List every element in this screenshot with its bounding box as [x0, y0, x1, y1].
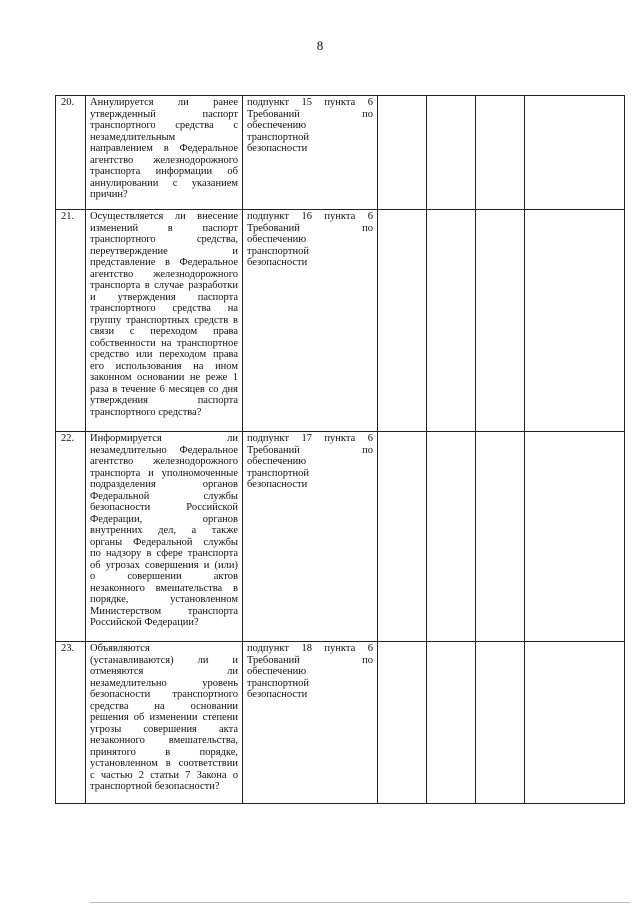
question-line: принятого в порядке,	[90, 746, 238, 758]
answer-yes-cell	[378, 642, 427, 804]
question-line: незаконного вмешательства,	[90, 735, 238, 746]
question-line: по надзору в сфере транспорта	[90, 548, 238, 559]
requirement-question	[86, 432, 243, 642]
answer-na-cell	[476, 210, 525, 432]
question-line: утвержденный паспорт	[90, 108, 238, 120]
question-line: направлением в Федеральное	[90, 143, 238, 154]
requirement-question	[86, 642, 243, 804]
question-line: утверждения паспорта	[90, 395, 238, 406]
question-line: агентство железнодорожного	[90, 456, 238, 467]
reference-line: подпункт 17 пункта 6	[247, 433, 373, 444]
question-line: незамедлительно уровень	[90, 677, 238, 689]
reference-line: Требований по	[247, 108, 373, 120]
answer-na-cell	[476, 642, 525, 804]
question-line: транспортного средства?	[90, 406, 202, 418]
reference-line: транспортной	[247, 131, 309, 143]
reference-line: транспортной	[247, 245, 309, 257]
question-line: аннулировании с указанием	[90, 177, 238, 189]
reference-line: обеспечению	[247, 120, 307, 131]
reference-line: безопасности	[247, 689, 308, 700]
answer-no-cell	[427, 432, 476, 642]
question-line: представление в Федеральное	[90, 257, 238, 268]
reference-line: подпункт 18 пункта 6	[247, 643, 373, 654]
question-line: его использования на ином	[90, 360, 238, 372]
question-line: внутренних дел, а также	[90, 525, 238, 536]
page-bottom-rule	[90, 902, 630, 903]
note-cell	[525, 642, 625, 804]
question-line: транспортного средства с	[90, 120, 238, 131]
question-line: порядке, установленном	[90, 594, 238, 605]
row-number: 20.	[56, 96, 86, 210]
note-cell	[525, 96, 625, 210]
question-line: незамедлительным	[90, 131, 176, 143]
question-line: Аннулируется ли ранее	[90, 97, 238, 108]
checklist-rows	[56, 96, 625, 804]
reference-line: обеспечению	[247, 456, 307, 467]
question-line: группу транспортных средств в	[90, 314, 238, 326]
question-line: Российской Федерации?	[90, 617, 199, 628]
question-line: с частью 2 статьи 7 Закона о	[90, 769, 238, 781]
question-line: изменений в паспорт	[90, 222, 238, 234]
requirement-question	[86, 96, 243, 210]
question-line: транспорта в случае разработки	[90, 280, 238, 291]
row-number: 23.	[56, 642, 86, 804]
question-line: средство или переходом права	[90, 349, 238, 360]
table-row	[56, 210, 625, 432]
question-line: незаконного вмешательства в	[90, 582, 238, 594]
answer-no-cell	[427, 642, 476, 804]
question-line: собственности на транспортное	[90, 337, 238, 349]
legal-reference	[243, 642, 378, 804]
reference-line: безопасности	[247, 257, 308, 268]
reference-line: подпункт 16 пункта 6	[247, 211, 373, 222]
question-line: транспорта информации об	[90, 166, 238, 177]
checklist-table	[55, 95, 625, 804]
answer-na-cell	[476, 432, 525, 642]
reference-line: обеспечению	[247, 234, 307, 245]
table-row	[56, 432, 625, 642]
answer-yes-cell	[378, 210, 427, 432]
legal-reference	[243, 96, 378, 210]
question-line: Министерством транспорта	[90, 605, 238, 617]
note-cell	[525, 432, 625, 642]
question-line: средства на основании	[90, 700, 238, 712]
question-line: Информируется ли	[90, 433, 238, 444]
answer-no-cell	[427, 210, 476, 432]
reference-line: обеспечению	[247, 666, 307, 677]
question-line: незамедлительно Федеральное	[90, 444, 238, 456]
page-number: 8	[316, 38, 324, 53]
question-line: о совершении актов	[90, 571, 238, 582]
answer-no-cell	[427, 96, 476, 210]
reference-line: транспортной	[247, 677, 309, 689]
question-line: Осуществляется ли внесение	[90, 211, 238, 222]
answer-yes-cell	[378, 96, 427, 210]
question-line: безопасности транспортного	[90, 689, 238, 700]
reference-line: Требований по	[247, 444, 373, 456]
question-line: переутверждение и	[90, 245, 238, 257]
question-line: и утверждения паспорта	[90, 291, 238, 303]
question-line: Федерации, органов	[90, 513, 238, 525]
answer-na-cell	[476, 96, 525, 210]
question-line: транспортного средства,	[90, 234, 238, 245]
question-line: отменяются ли	[90, 666, 238, 677]
question-line: установленном в соответствии	[90, 758, 238, 769]
question-line: связи с переходом права	[90, 326, 238, 337]
requirement-question	[86, 210, 243, 432]
legal-reference	[243, 432, 378, 642]
question-line: агентство железнодорожного	[90, 268, 238, 280]
row-number: 22.	[56, 432, 86, 642]
question-line: угрозы совершения акта	[90, 723, 238, 735]
reference-line: транспортной	[247, 467, 309, 479]
note-cell	[525, 210, 625, 432]
answer-yes-cell	[378, 432, 427, 642]
question-line: законном основании не реже 1	[90, 372, 238, 383]
question-line: безопасности Российской	[90, 502, 238, 513]
question-line: Федеральной службы	[90, 490, 238, 502]
question-line: агентство железнодорожного	[90, 154, 238, 166]
question-line: причин?	[90, 189, 128, 200]
reference-line: Требований по	[247, 654, 373, 666]
question-line: Объявляются	[90, 643, 150, 654]
question-line: транспортной безопасности?	[90, 781, 220, 792]
question-line: транспорта и уполномоченные	[90, 467, 238, 479]
question-line: органы Федеральной службы	[90, 536, 238, 548]
table-row	[56, 96, 625, 210]
reference-line: Требований по	[247, 222, 373, 234]
table-row	[56, 642, 625, 804]
reference-line: безопасности	[247, 143, 308, 154]
question-line: (устанавливаются) ли и	[90, 654, 238, 666]
reference-line: безопасности	[247, 479, 308, 490]
question-line: подразделения органов	[90, 479, 238, 490]
reference-line: подпункт 15 пункта 6	[247, 97, 373, 108]
legal-reference	[243, 210, 378, 432]
question-line: раза в течение 6 месяцев со дня	[90, 383, 238, 395]
question-line: решения об изменении степени	[90, 712, 238, 723]
row-number: 21.	[56, 210, 86, 432]
question-line: об угрозах совершения и (или)	[90, 559, 238, 571]
question-line: транспортного средства на	[90, 303, 238, 314]
